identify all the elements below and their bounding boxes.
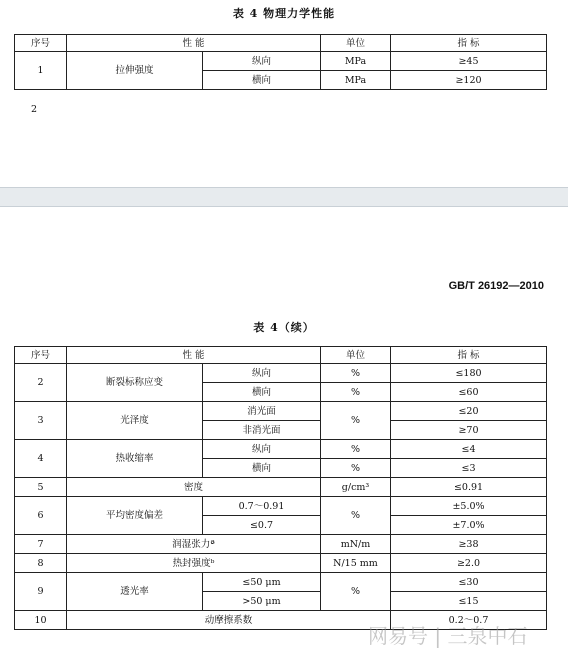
value-cell: 0.2～0.7 [391,611,547,630]
standard-code: GB/T 26192—2010 [448,280,544,292]
property-name: 热封强度ᵇ [67,554,321,573]
watermark: 网易号 | 三泉中石 [368,624,528,648]
table-header-row [15,347,547,364]
table1-title: 表 4 物理力学性能 [232,7,336,20]
row-number: 7 [15,535,67,554]
sub-property: 非消光面 [203,421,321,440]
unit-cell: g/cm³ [321,478,391,497]
table-row [15,402,547,421]
header-cell: 性 能 [67,35,321,52]
table-row [15,535,547,554]
row-number: 4 [15,440,67,478]
sub-property: 0.7～0.91 [203,497,321,516]
value-cell: ±7.0% [391,516,547,535]
property-name: 热收缩率 [67,440,203,478]
table2 [14,346,547,630]
property-name: 拉伸强度 [67,52,203,90]
header-cell: 单位 [321,35,391,52]
footnote-fragment: 2 [31,104,38,115]
header-cell: 指 标 [391,35,547,52]
row-number: 3 [15,402,67,440]
property-name: 光泽度 [67,402,203,440]
value-cell: ≤15 [391,592,547,611]
sub-property: 横向 [203,71,321,90]
sub-property: ≤0.7 [203,516,321,535]
property-name: 润湿张力ª [67,535,321,554]
value-cell: ≤30 [391,573,547,592]
value-cell: ≥38 [391,535,547,554]
unit-cell: % [321,497,391,535]
unit-cell: N/15 mm [321,554,391,573]
header-cell: 性 能 [67,347,321,364]
sub-property: 横向 [203,459,321,478]
value-cell: ≤0.91 [391,478,547,497]
table-row [15,573,547,592]
table-row [15,52,547,71]
sub-property: 横向 [203,383,321,402]
sub-property: 消光面 [203,402,321,421]
sub-property: ≤50 μm [203,573,321,592]
table2-title: 表 4（续） [253,321,315,334]
table-row [15,478,547,497]
value-cell: ≥120 [391,71,547,90]
header-cell: 序号 [15,347,67,364]
value-cell: ≥2.0 [391,554,547,573]
value-cell: ≥45 [391,52,547,71]
unit-cell: % [321,440,391,459]
property-name: 密度 [67,478,321,497]
sub-property: 纵向 [203,440,321,459]
row-number: 5 [15,478,67,497]
row-number: 9 [15,573,67,611]
property-name: 动摩擦系数 [67,611,391,630]
property-name: 断裂标称应变 [67,364,203,402]
value-cell: ≤4 [391,440,547,459]
row-number: 6 [15,497,67,535]
table-row [15,554,547,573]
value-cell: ≤60 [391,383,547,402]
row-number: 10 [15,611,67,630]
row-number: 1 [15,52,67,90]
unit-cell: MPa [321,71,391,90]
header-cell: 指 标 [391,347,547,364]
property-name: 透光率 [67,573,203,611]
table-header-row [15,35,547,52]
value-cell: ±5.0% [391,497,547,516]
sub-property: >50 μm [203,592,321,611]
table-row [15,364,547,383]
value-cell: ≤20 [391,402,547,421]
unit-cell: MPa [321,52,391,71]
unit-cell: % [321,402,391,440]
unit-cell: % [321,459,391,478]
value-cell: ≥70 [391,421,547,440]
unit-cell: % [321,573,391,611]
table-row [15,497,547,516]
value-cell: ≤180 [391,364,547,383]
page-gap [0,187,568,207]
value-cell: ≤3 [391,459,547,478]
unit-cell: mN/m [321,535,391,554]
sub-property: 纵向 [203,52,321,71]
header-cell: 序号 [15,35,67,52]
property-name: 平均密度偏差 [67,497,203,535]
header-cell: 单位 [321,347,391,364]
sub-property: 纵向 [203,364,321,383]
table-row [15,440,547,459]
unit-cell: % [321,383,391,402]
unit-cell: % [321,364,391,383]
table1 [14,34,547,90]
row-number: 8 [15,554,67,573]
row-number: 2 [15,364,67,402]
